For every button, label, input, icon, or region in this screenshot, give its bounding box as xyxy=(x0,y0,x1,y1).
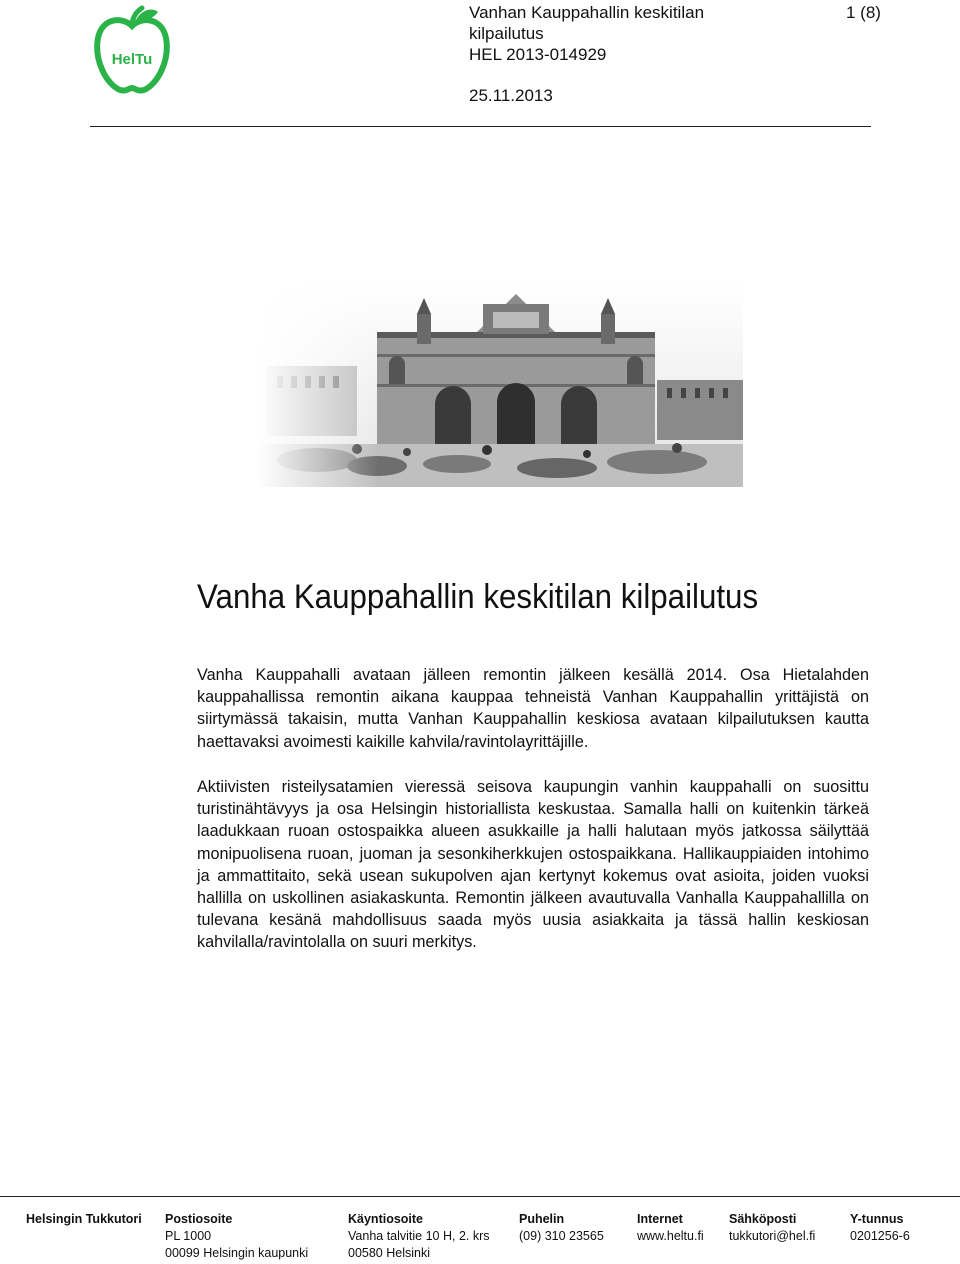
header-title-line1: Vanhan Kauppahallin keskitilan xyxy=(469,3,705,22)
footer-business-id-label: Y-tunnus xyxy=(850,1212,904,1226)
footer-phone xyxy=(519,1211,604,1245)
footer-divider xyxy=(0,1196,960,1197)
intro-paragraph: Vanha Kauppahalli avataan jälleen remontin jälkeen kesällä 2014. Osa Hietalahden kauppahallissa remontin aikana kauppaa tehneistä Vanhan Kauppahallin yrittäjistä on siirtymässä takaisin, mutta Vanhan Kauppahallin keskiosa avataan kilpailutuksen kautta haettavaksi avoimesti kaikille kahvila/ravintolayrittäjille. xyxy=(197,666,869,751)
header-reference: HEL 2013-014929 xyxy=(469,45,607,64)
footer-visit-line1: Vanha talvitie 10 H, 2. krs xyxy=(348,1229,490,1243)
heltu-logo xyxy=(92,4,172,96)
footer-visit xyxy=(348,1211,490,1262)
footer-email-label: Sähköposti xyxy=(729,1212,797,1226)
footer-phone-number: (09) 310 23565 xyxy=(519,1229,604,1243)
header-title-line2: kilpailutus xyxy=(469,24,544,43)
footer-visit-line2: 00580 Helsinki xyxy=(348,1246,430,1260)
footer-business-id-value: 0201256-6 xyxy=(850,1229,910,1243)
footer-postal xyxy=(165,1211,308,1262)
footer-web-link[interactable]: www.heltu.fi xyxy=(637,1229,704,1243)
footer-postal-line2: 00099 Helsingin kaupunki xyxy=(165,1246,309,1260)
header-divider xyxy=(90,126,871,127)
footer-web-label: Internet xyxy=(637,1212,683,1226)
market-hall-photo xyxy=(257,284,743,487)
document-header xyxy=(469,2,704,65)
footer-web xyxy=(637,1211,704,1245)
body-paragraph: Aktiivisten risteilysatamien vieressä seisova kaupungin vanhin kauppahalli on suosittu turistinähtävyys ja osa Helsingin historiallista keskustaa. Samalla halli on kuitenkin tärkeä laadukkaan ruoan ostospaikka alueen asukkaille ja halli halutaan myös jatkossa säilyttää monipuolisena ruoan, juoman ja sesonkiherkkujen ostospaikkana. Hallikauppiaiden intohimo ja ammattitaito, sekä usean sukupolven ajan kertynyt kokemus ovat asioita, joiden vuoksi hallilla on uskollinen asiakaskunta. Remontin jälkeen avautuvalla Vanhalla Kauppahallilla on tulevana kesänä mahdollisuus saada myös uusia asiakkaita ja tässä hallin keskiosan kahvilalla/ravintolalla on suuri merkitys. xyxy=(197,778,869,952)
footer-visit-label: Käyntiosoite xyxy=(348,1212,424,1226)
footer-postal-label: Postiosoite xyxy=(165,1212,233,1226)
footer-postal-line1: PL 1000 xyxy=(165,1229,212,1243)
footer-business-id xyxy=(850,1211,910,1245)
footer-email xyxy=(729,1211,815,1245)
apple-logo-icon xyxy=(92,4,172,96)
footer-phone-label: Puhelin xyxy=(519,1212,565,1226)
logo-text: HelTu xyxy=(111,51,153,68)
footer-org xyxy=(26,1211,142,1228)
footer-org-name: Helsingin Tukkutori xyxy=(26,1212,142,1226)
footer-email-link[interactable]: tukkutori@hel.fi xyxy=(729,1229,816,1243)
page-title: Vanha Kauppahallin keskitilan kilpailutus xyxy=(197,578,759,616)
page-number: 1 (8) xyxy=(846,3,881,22)
header-date: 25.11.2013 xyxy=(469,86,553,105)
